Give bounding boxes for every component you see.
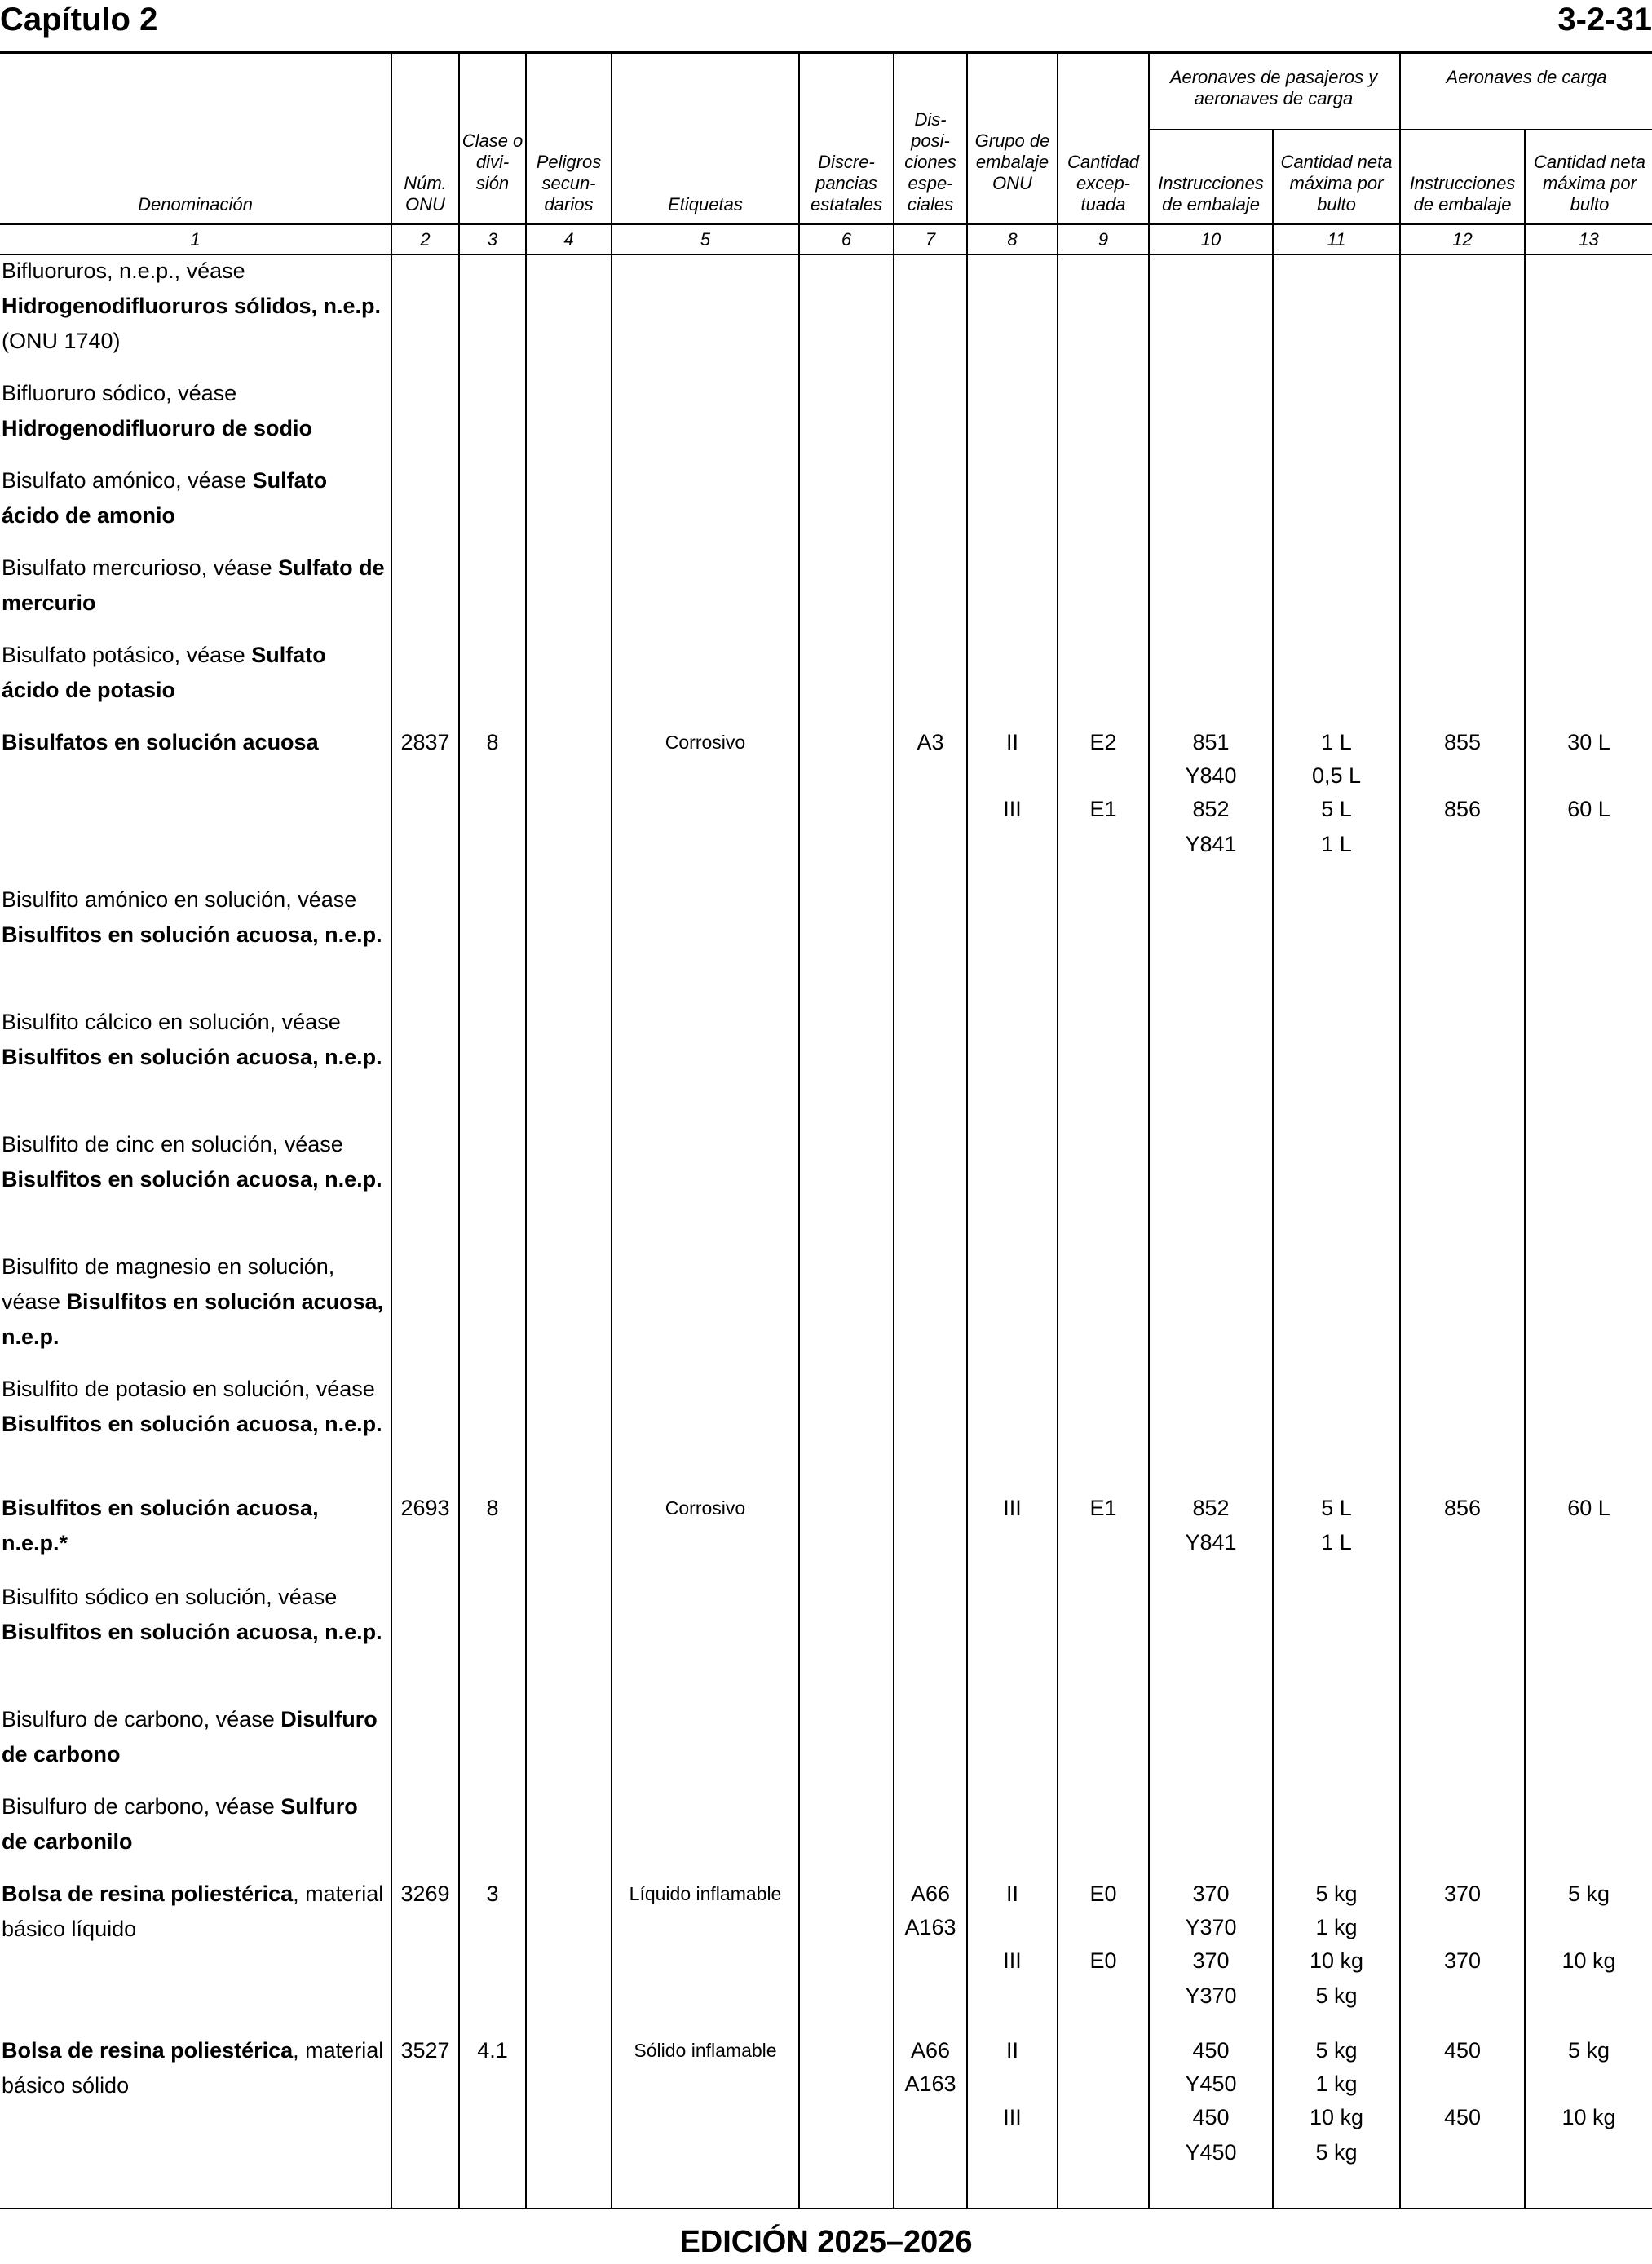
column-number: 7 <box>925 229 936 250</box>
column-number: 1 <box>190 229 201 250</box>
max-net-quantity: 5 L <box>1321 1496 1352 1520</box>
column-number: 11 <box>1327 229 1346 250</box>
packing-instruction: Y840 <box>1185 763 1237 788</box>
packing-group: III <box>1003 1948 1022 1973</box>
packing-instruction: 370 <box>1192 1882 1230 1906</box>
table-row-denomination: Bifluoruros, n.e.p., véase Hidrogenodifluoruros sólidos, n.e.p. (ONU 1740) <box>2 259 381 353</box>
cargo-packing-instruction: 370 <box>1443 1948 1482 1973</box>
header-col-1: Denominación <box>138 194 253 214</box>
header-col-13: Cantidad neta máxima por bulto <box>1534 152 1645 214</box>
un-number: 2837 <box>400 730 450 754</box>
cargo-max-net-quantity: 5 kg <box>1567 2038 1610 2063</box>
class-division: 4.1 <box>477 2038 508 2063</box>
column-number: 6 <box>841 229 852 250</box>
cargo-packing-instruction: 370 <box>1443 1882 1482 1906</box>
packing-instruction: 370 <box>1192 1948 1230 1973</box>
max-net-quantity: 5 kg <box>1315 1983 1358 2008</box>
max-net-quantity: 1 L <box>1321 730 1352 754</box>
special-provision: A66 <box>910 2038 951 2063</box>
column-number: 10 <box>1200 229 1221 250</box>
header-col-5: Etiquetas <box>668 194 743 214</box>
packing-group: III <box>1003 2105 1022 2129</box>
cargo-packing-instruction: 856 <box>1443 1496 1482 1520</box>
label: Líquido inflamable <box>629 1883 782 1904</box>
table-row-denomination: Bisulfito amónico en solución, véase Bisulfitos en solución acuosa, n.e.p. <box>2 887 382 947</box>
table-row-denomination: Bisulfito de magnesio en solución, véase Bisulfitos en solución acuosa, n.e.p. <box>2 1254 384 1349</box>
header-col-10: Instrucciones de embalaje <box>1158 173 1264 214</box>
header-col-2: Núm. ONU <box>404 173 447 214</box>
header-col-9: Cantidad excep- tuada <box>1067 152 1140 214</box>
max-net-quantity: 1 L <box>1321 1530 1352 1554</box>
table-row-denomination: Bisulfitos en solución acuosa, n.e.p.* <box>2 1496 319 1555</box>
class-division: 8 <box>486 1496 499 1520</box>
header-rule <box>0 51 1652 54</box>
cargo-max-net-quantity: 60 L <box>1567 797 1610 821</box>
class-division: 3 <box>486 1882 499 1906</box>
header-col-7: Dis- posi- ciones espe- ciales <box>904 109 956 214</box>
column-number: 9 <box>1098 229 1109 250</box>
table-row-denomination: Bifluoruro sódico, véase Hidrogenodifluoruro de sodio <box>2 381 312 440</box>
excepted-quantity: E1 <box>1089 797 1117 821</box>
packing-instruction: Y450 <box>1185 2140 1237 2165</box>
cargo-packing-instruction: 856 <box>1443 797 1482 821</box>
packing-instruction: Y370 <box>1185 1915 1237 1939</box>
table-row-denomination: Bisulfato potásico, véase Sulfato ácido de potasio <box>2 643 326 702</box>
packing-group: II <box>1005 730 1018 754</box>
packing-instruction: 851 <box>1192 730 1230 754</box>
un-number: 3527 <box>400 2038 450 2063</box>
excepted-quantity: E2 <box>1089 730 1117 754</box>
cargo-packing-instruction: 855 <box>1443 730 1482 754</box>
max-net-quantity: 5 kg <box>1315 1882 1358 1906</box>
column-number: 5 <box>700 229 711 250</box>
page-number: 3-2-31 <box>1557 2 1652 38</box>
packing-instruction: 852 <box>1192 1496 1230 1520</box>
table-row-denomination: Bisulfito sódico en solución, véase Bisulfitos en solución acuosa, n.e.p. <box>2 1585 382 1644</box>
header-col-3: Clase o divi- sión <box>462 130 523 193</box>
excepted-quantity: E0 <box>1089 1882 1117 1906</box>
max-net-quantity: 1 L <box>1321 832 1352 856</box>
column-numbers-row <box>0 225 1652 254</box>
un-number: 2693 <box>400 1496 450 1520</box>
packing-instruction: 450 <box>1192 2105 1230 2129</box>
label: Sólido inflamable <box>634 2040 777 2061</box>
table-row-denomination: Bisulfito de cinc en solución, véase Bisulfitos en solución acuosa, n.e.p. <box>2 1132 382 1192</box>
header-group-passenger: Aeronaves de pasajeros y aeronaves de carga <box>1169 67 1378 108</box>
cargo-packing-instruction: 450 <box>1443 2105 1482 2129</box>
column-divider <box>525 54 527 2208</box>
packing-instruction: 450 <box>1192 2038 1230 2063</box>
packing-group: II <box>1005 2038 1018 2063</box>
column-number: 2 <box>420 229 431 250</box>
max-net-quantity: 10 kg <box>1309 1948 1364 1973</box>
column-number: 12 <box>1452 229 1473 250</box>
header-col-6: Discre- pancias estatales <box>810 152 883 214</box>
header-col-8: Grupo de embalaje ONU <box>974 130 1050 193</box>
header-col-4: Peligros secun- darios <box>536 152 602 214</box>
cargo-max-net-quantity: 10 kg <box>1561 1948 1616 1973</box>
label: Corrosivo <box>665 732 746 753</box>
class-division: 8 <box>486 730 499 754</box>
packing-instruction: Y450 <box>1185 2072 1237 2096</box>
table-row-denomination: Bisulfato amónico, véase Sulfato ácido de amonio <box>2 468 328 528</box>
max-net-quantity: 5 kg <box>1315 2038 1358 2063</box>
packing-instruction: Y370 <box>1185 1983 1237 2008</box>
packing-instruction: Y841 <box>1185 832 1237 856</box>
packing-group: II <box>1005 1882 1018 1906</box>
table-row-denomination: Bolsa de resina poliestérica, material básico líquido <box>2 1882 384 1941</box>
max-net-quantity: 5 kg <box>1315 2140 1358 2165</box>
max-net-quantity: 1 kg <box>1315 1915 1358 1939</box>
page-header <box>0 0 1652 54</box>
max-net-quantity: 0,5 L <box>1311 763 1362 788</box>
cargo-max-net-quantity: 30 L <box>1567 730 1610 754</box>
un-number: 3269 <box>400 1882 450 1906</box>
column-number: 13 <box>1579 229 1599 250</box>
cargo-max-net-quantity: 60 L <box>1567 1496 1610 1520</box>
cargo-max-net-quantity: 10 kg <box>1561 2105 1616 2129</box>
chapter-title: Capítulo 2 <box>0 2 158 38</box>
special-provision: A66 <box>910 1882 951 1906</box>
max-net-quantity: 5 L <box>1321 797 1352 821</box>
table-row-denomination: Bisulfito de potasio en solución, véase Bisulfitos en solución acuosa, n.e.p. <box>2 1377 382 1436</box>
column-number: 3 <box>487 229 498 250</box>
table-row-denomination: Bisulfito cálcico en solución, véase Bisulfitos en solución acuosa, n.e.p. <box>2 1010 382 1069</box>
special-provision: A163 <box>904 1915 956 1939</box>
column-divider <box>798 54 800 2208</box>
max-net-quantity: 10 kg <box>1309 2105 1364 2129</box>
packing-instruction: Y841 <box>1185 1530 1237 1554</box>
table-row-denomination: Bisulfatos en solución acuosa <box>2 730 319 754</box>
edition-footer: EDICIÓN 2025–2026 <box>679 2225 973 2259</box>
excepted-quantity: E1 <box>1089 1496 1117 1520</box>
column-number: 4 <box>563 229 574 250</box>
header-col-12: Instrucciones de embalaje <box>1409 173 1516 214</box>
column-number: 8 <box>1007 229 1018 250</box>
table-bottom-rule <box>0 2208 1652 2209</box>
header-group-cargo: Aeronaves de carga <box>1446 67 1607 87</box>
packing-group: III <box>1003 797 1022 821</box>
table-row-denomination: Bisulfato mercurioso, véase Sulfato de mercurio <box>2 555 385 615</box>
max-net-quantity: 1 kg <box>1315 2072 1358 2096</box>
cargo-packing-instruction: 450 <box>1443 2038 1482 2063</box>
table-row-denomination: Bisulfuro de carbono, véase Disulfuro de carbono <box>2 1707 378 1767</box>
label: Corrosivo <box>665 1497 746 1519</box>
header-col-11: Cantidad neta máxima por bulto <box>1280 152 1393 214</box>
special-provision: A3 <box>917 730 944 754</box>
excepted-quantity: E0 <box>1089 1948 1117 1973</box>
packing-group: III <box>1003 1496 1022 1520</box>
special-provision: A163 <box>904 2072 956 2096</box>
table-row-denomination: Bisulfuro de carbono, véase Sulfuro de carbonilo <box>2 1794 358 1854</box>
table-row-denomination: Bolsa de resina poliestérica, material básico sólido <box>2 2038 384 2098</box>
cargo-max-net-quantity: 5 kg <box>1567 1882 1610 1906</box>
packing-instruction: 852 <box>1192 797 1230 821</box>
